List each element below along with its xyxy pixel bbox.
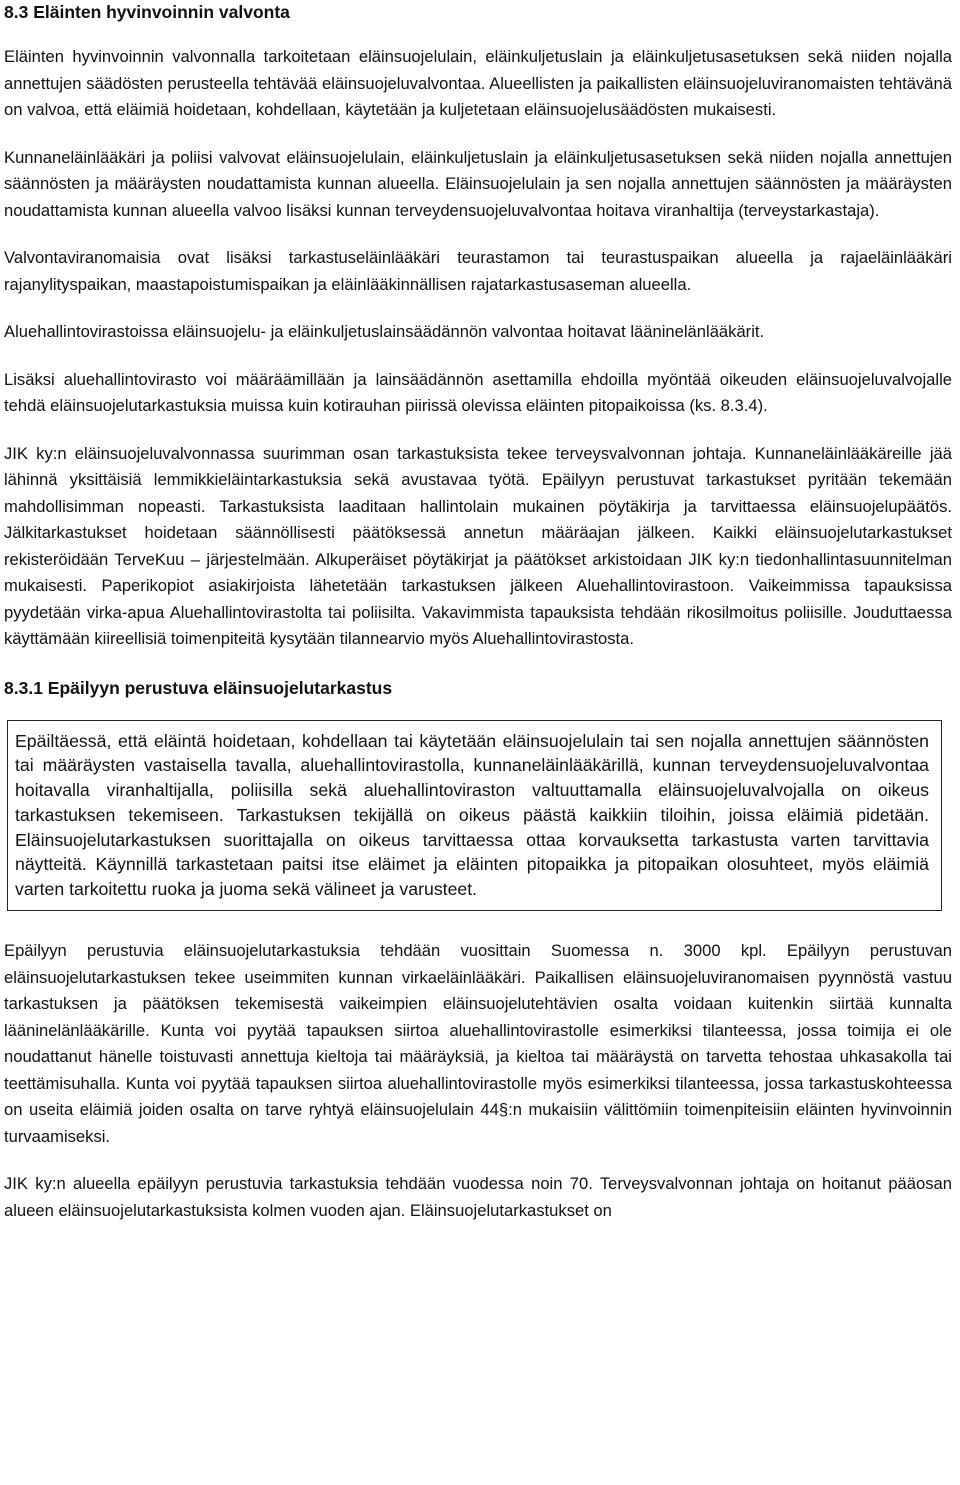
- paragraph: Epäilyyn perustuvia eläinsuojelutarkastuksia tehdään vuosittain Suomessa n. 3000 kpl. Epäilyyn perustuvan eläinsuojelutarkastuksen tekee useimmiten kunnan virkaeläinlääkäri. Paikallisen eläinsuojeluviranomaisen pyynnöstä vastuu tarkastuksen ja päätöksen tekemisestä vaikeimpien eläinsuojelutehtävien osalta voidaan kuitenkin siirtää kunnalta lääninelänlääkärille. Kunta voi pyytää tapauksen siirtoa aluehallintovirastolle esimerkiksi tilanteessa, jossa toimija ei ole noudattanut hänelle toistuvasti annettuja kieltoja tai määräyksiä, ja kieltoa tai määräystä on tarvetta tehostaa uhkasakolla tai teettämisuhalla. Kunta voi pyytää tapauksen siirtoa aluehallintovirastolle myös esimerkiksi tilanteessa, jossa tarkastuskohteessa on useita eläimiä joiden osalta on tarve ryhtyä eläinsuojelulain 44§:n mukaisiin välittömiin toimenpiteisiin eläinten hyvinvoinnin turvaamiseksi.: [4, 941, 952, 1146]
- paragraph: Valvontaviranomaisia ovat lisäksi tarkastuseläinlääkäri teurastamon tai teurastuspaikan alueella ja rajaeläinlääkäri rajanylityspaikan, maastapoistumispaikan ja eläinlääkinnällisen rajatarkastusaseman alueella.: [4, 248, 952, 294]
- section-heading: 8.3 Eläinten hyvinvoinnin valvonta: [4, 2, 290, 22]
- paragraph: JIK ky:n eläinsuojeluvalvonnassa suurimman osan tarkastuksista tekee terveysvalvonnan johtaja. Kunnaneläinlääkäreille jää lähinnä yksittäisiä lemmikkieläintarkastuksia sekä avustavaa työtä. Epäilyyn perustuvat tarkastukset pyritään tekemään mahdollisimman nopeasti. Tarkastuksista laaditaan hallintolain mukainen pöytäkirja ja tarvittaessa eläinsuojelupäätös. Jälkitarkastukset hoidetaan säännöllisesti päätöksessä annetun määräajan jälkeen. Kaikki eläinsuojelutarkastukset rekisteröidään TerveKuu – järjestelmään. Alkuperäiset pöytäkirjat ja päätökset arkistoidaan JIK ky:n tiedonhallintasuunnitelman mukaisesti. Paperikopiot asiakirjoista lähetetään tarkastuksen jälkeen Aluehallintovirastoon. Vaikeimmissa tapauksissa pyydetään virka-apua Aluehallintovirastolta tai poliisilta. Vakavimmista tapauksista tehdään rikosilmoitus poliisille. Jouduttaessa käyttämään kiireellisiä toimenpiteitä kysytään tilannearvio myös Aluehallintovirastosta.: [4, 443, 952, 648]
- paragraph: Eläinten hyvinvoinnin valvonnalla tarkoitetaan eläinsuojelulain, eläinkuljetuslain ja eläinkuljetusasetuksen sekä niiden nojalla annettujen säädösten perusteella tehtävää eläinsuojeluvalvontaa. Alueellisten ja paikallisten eläinsuojeluviranomaisten tehtävänä on valvoa, että eläimiä hoidetaan, kohdellaan, käytetään ja kuljetetaan eläinsuojelusäädösten mukaisesti.: [4, 47, 952, 119]
- highlight-box: [7, 720, 942, 912]
- paragraph: Lisäksi aluehallintovirasto voi määräämillään ja lainsäädännön asettamilla ehdoilla myöntää oikeuden eläinsuojeluvalvojalle tehdä eläinsuojelutarkastuksia muissa kuin kotirauhan piirissä olevissa eläinten pitopaikoissa (ks. 8.3.4).: [4, 369, 952, 415]
- boxed-paragraph: Epäiltäessä, että eläintä hoidetaan, kohdellaan tai käytetään eläinsuojelulain tai sen nojalla annettujen säännösten tai määräysten vastaisella tavalla, aluehallintovirastolla, kunnaneläinlääkärillä, kunnan terveydensuojeluvalvontaa hoitavalla viranhaltijalla, poliisilla sekä aluehallintoviraston valtuuttamalla eläinsuojeluvalvojalla on oikeus tarkastuksen tekemiseen. Tarkastuksen tekijällä on oikeus päästä kaikkiin tiloihin, joissa eläimiä pidetään. Eläinsuojelutarkastuksen suorittajalla on oikeus tarvittaessa ottaa korvauksetta tarkastusta varten tarvittavia näytteitä. Käynnillä tarkastetaan paitsi itse eläimet ja eläinten pitopaikka ja pitopaikan olosuhteet, myös eläimiä varten tarkoitettu ruoka ja juoma sekä välineet ja varusteet.: [15, 730, 929, 900]
- paragraph: Aluehallintovirastoissa eläinsuojelu- ja eläinkuljetuslainsäädännön valvontaa hoitavat lääninelänlääkärit.: [4, 322, 765, 341]
- subsection-heading: 8.3.1 Epäilyyn perustuva eläinsuojelutarkastus: [4, 677, 393, 698]
- paragraph: JIK ky:n alueella epäilyyn perustuvia tarkastuksia tehdään vuodessa noin 70. Terveysvalvonnan johtaja on hoitanut pääosan alueen eläinsuojelutarkastuksista kolmen vuoden ajan. Eläinsuojelutarkastukset on: [4, 1174, 952, 1220]
- paragraph: Kunnaneläinlääkäri ja poliisi valvovat eläinsuojelulain, eläinkuljetuslain ja eläinkuljetusasetuksen sekä niiden nojalla annettujen säännösten ja määräysten noudattamista kunnan alueella. Eläinsuojelulain ja sen nojalla annettujen säännösten ja määräysten noudattamista kunnan alueella valvoo lisäksi kunnan terveydensuojeluvalvontaa hoitava viranhaltija (terveystarkastaja).: [4, 147, 952, 220]
